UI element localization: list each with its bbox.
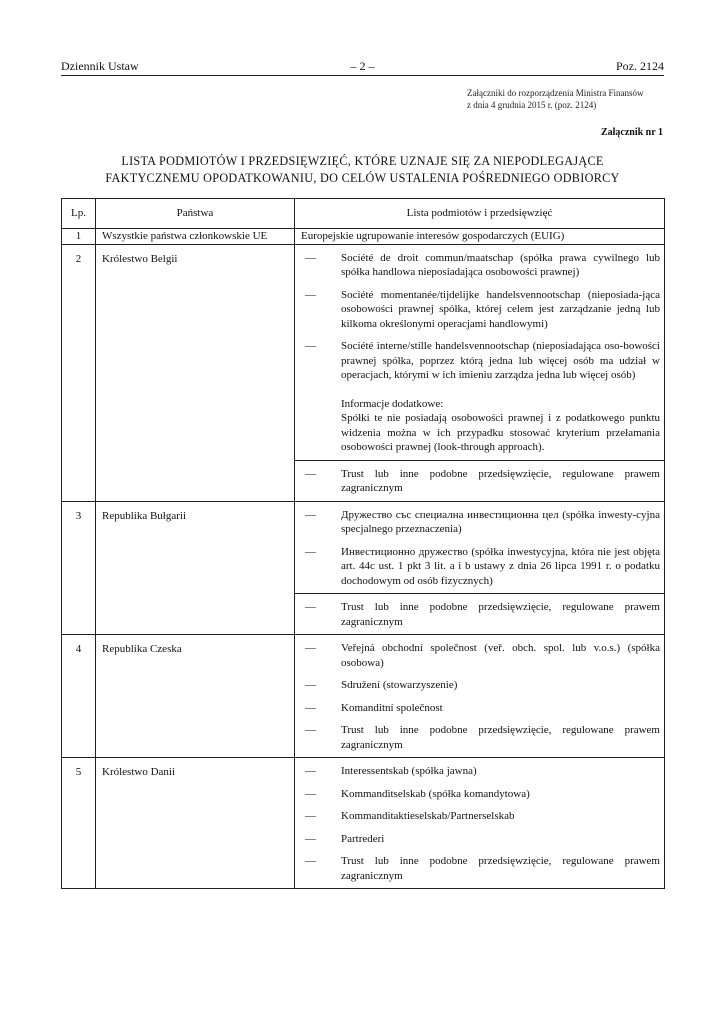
entity-block [295, 460, 664, 501]
item-text: Komanditní společnost [341, 701, 443, 714]
row-number: 1 [62, 229, 96, 245]
entities-table [61, 198, 665, 889]
entity-list [295, 244, 665, 501]
item-text: Trust lub inne podobne przedsięwzięcie, regulowane prawem zagranicznym [341, 467, 660, 494]
entity-block [295, 593, 664, 634]
state-name: Wszystkie państwa członkowskie UE [96, 229, 295, 245]
dash-marker: — [305, 340, 316, 352]
list-item [305, 787, 660, 802]
journal-name: Dziennik Ustaw [61, 59, 139, 73]
list-item [305, 764, 660, 779]
dash-marker: — [305, 855, 316, 867]
item-text: Kommanditselskab (spółka komandytowa) [341, 787, 530, 800]
dash-marker: — [305, 787, 316, 800]
title-line: FAKTYCZNEMU OPODATKOWANIU, DO CELÓW USTALENIA POŚREDNIEGO ODBIORCY [105, 171, 620, 185]
dash-marker: — [305, 765, 316, 777]
table-row [62, 758, 665, 889]
entity-list [295, 635, 665, 758]
list-item [305, 251, 660, 280]
additional-info [341, 397, 660, 455]
item-text: Trust lub inne podobne przedsięwzięcie, regulowane prawem zagranicznym [341, 601, 660, 628]
entity-block [295, 245, 664, 460]
row-number: 2 [62, 244, 96, 501]
title-line: LISTA PODMIOTÓW I PRZEDSIĘWZIĘĆ, KTÓRE UZNAJE SIĘ ZA NIEPODLEGAJĄCE [121, 154, 604, 168]
dash-marker: — [305, 832, 316, 845]
list-item [305, 467, 660, 496]
row-number: 5 [62, 758, 96, 889]
list-item [305, 508, 660, 537]
attachment-note-line: z dnia 4 grudnia 2015 r. (poz. 2124) [467, 100, 597, 110]
dash-marker: — [305, 601, 316, 613]
entity-block [295, 635, 664, 757]
row-number: 4 [62, 635, 96, 758]
document-title [61, 153, 664, 187]
list-item [305, 854, 660, 883]
item-text: Trust lub inne podobne przedsięwzięcie, regulowane prawem zagranicznym [341, 724, 660, 751]
item-text: Veřejná obchodní společnost (veř. obch. spol. lub v.o.s.) (spółka osobowa) [341, 642, 660, 669]
dash-marker: — [305, 467, 316, 480]
dash-marker: — [305, 701, 316, 714]
info-heading: Informacje dodatkowe: [341, 397, 444, 410]
list-item [305, 809, 660, 824]
attachment-note [467, 87, 677, 111]
list-item [305, 701, 660, 716]
item-text: Partrederi [341, 832, 385, 845]
dash-marker: — [305, 508, 316, 521]
entity-block [295, 758, 664, 888]
annex-label: Załącznik nr 1 [600, 127, 663, 138]
attachment-note-line: Załączniki do rozporządzenia Ministra Finansów [467, 88, 644, 98]
list-item [305, 545, 660, 589]
table-row [62, 244, 665, 501]
list-item [305, 339, 660, 383]
dash-marker: — [305, 545, 316, 558]
state-name: Królestwo Belgii [96, 244, 295, 501]
info-text: Spółki te nie posiadają osobowości prawnej i z podatkowego punktu widzenia można w ich przypadku stosować kryterium przełamania osobowości prawnej (look-through approach). [341, 412, 660, 453]
table-row [62, 229, 665, 245]
dash-marker: — [305, 288, 316, 301]
entity-block [295, 502, 664, 594]
item-text: Sdružení (stowarzyszenie) [341, 679, 458, 691]
table-row [62, 501, 665, 635]
entity-text: Europejskie ugrupowanie interesów gospodarczych (EUIG) [295, 229, 665, 245]
table-header-row [62, 199, 665, 229]
entity-list [295, 501, 665, 635]
list-item [305, 723, 660, 752]
dash-marker: — [305, 679, 316, 691]
item-text: Trust lub inne podobne przedsięwzięcie, regulowane prawem zagranicznym [341, 855, 660, 882]
dash-marker: — [305, 724, 316, 736]
item-text: Kommanditaktieselskab/Partnerselskab [341, 810, 515, 822]
item-text: Инвестиционно дружество (spółka inwestycyjna, która nie jest objęta art. 44c ust. 1 pkt 3 lit. a i b ustawy z dnia 26 lipca 1991 r. o podatku dochodowym od osób fizycznych) [341, 545, 660, 587]
state-name: Królestwo Danii [96, 758, 295, 889]
state-name: Republika Bułgarii [96, 501, 295, 635]
item-text: Société momentanée/tijdelijke handelsvennootschap (nieposiada-jąca osobowości prawnej spółka, której celem jest zarządzanie jedną lub kilkoma określonymi operacjami handlowymi) [341, 288, 660, 330]
dash-marker: — [305, 810, 316, 822]
dash-marker: — [305, 251, 316, 264]
entity-list [295, 758, 665, 889]
list-item [305, 641, 660, 670]
item-text: Interessentskab (spółka jawna) [341, 765, 477, 777]
item-text: Société interne/stille handelsvennootschap (nieposiadająca oso-bowości prawnej spółka, poprzez którą jedna lub więcej osób ma udział w operacjach, którymi w ich imieniu zarządza jedna lub więcej osób) [341, 340, 660, 381]
page-number: – 2 – [350, 59, 375, 73]
dash-marker: — [305, 642, 316, 654]
row-number: 3 [62, 501, 96, 635]
list-item [305, 678, 660, 693]
list-item [305, 832, 660, 847]
state-name: Republika Czeska [96, 635, 295, 758]
column-header-lp: Lp. [62, 199, 96, 229]
item-text: Дружество със специална инвестиционна цел (spółka inwesty-cyjna specjalnego przeznaczenia) [341, 508, 660, 535]
page-header [61, 59, 664, 76]
position-number: Poz. 2124 [616, 59, 664, 73]
column-header-state: Państwa [96, 199, 295, 229]
table-row [62, 635, 665, 758]
list-item [305, 600, 660, 629]
item-text: Société de droit commun/maatschap (spółka prawa cywilnego lub spółka handlowa nieposiadająca osobowości prawnej) [341, 251, 660, 278]
column-header-list: Lista podmiotów i przedsięwzięć [295, 199, 665, 229]
list-item [305, 288, 660, 332]
